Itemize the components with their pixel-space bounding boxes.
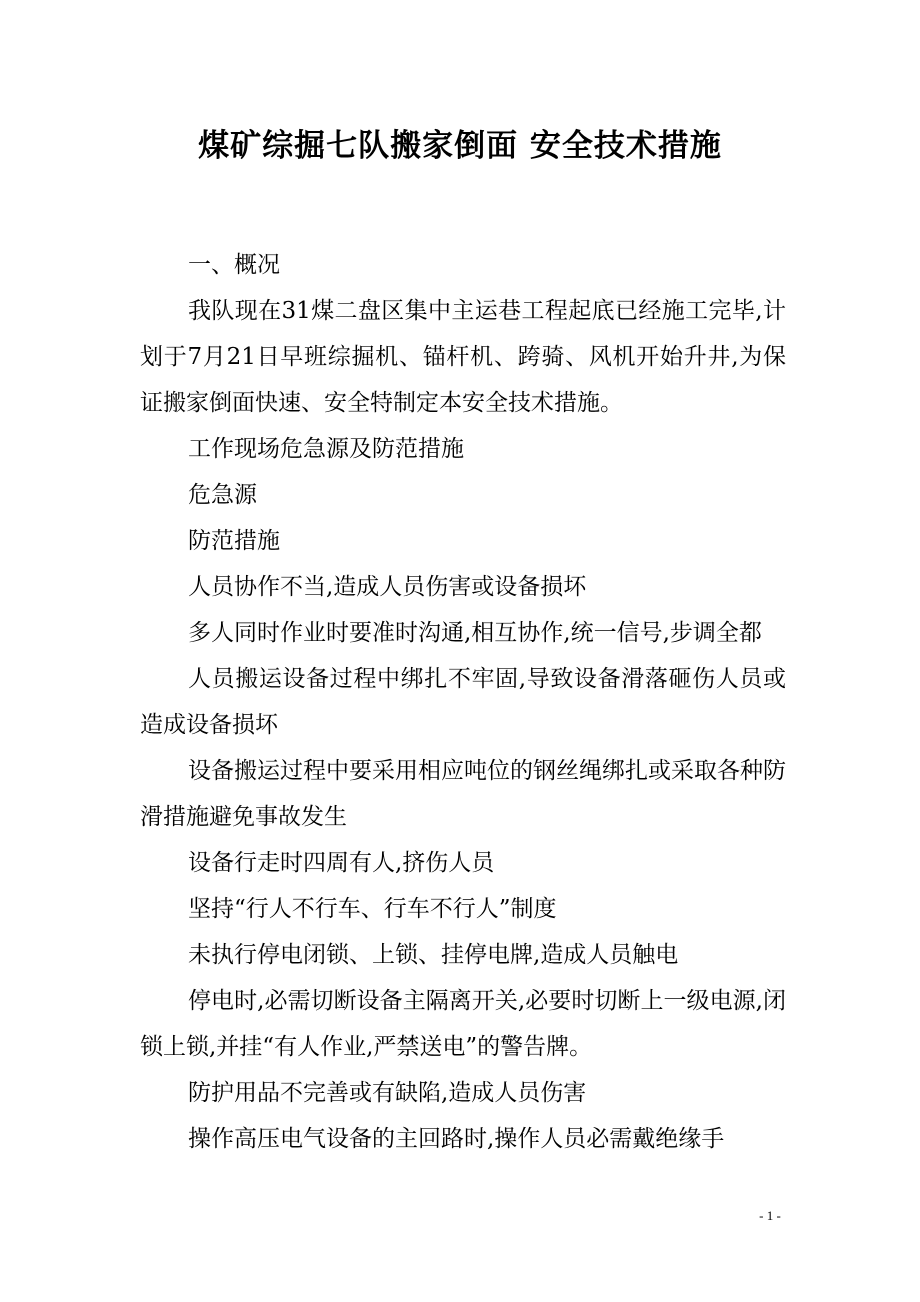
- hazard-item-4: 未执行停电闭锁、上锁、挂停电牌,造成人员触电: [188, 942, 679, 968]
- page-number: - 1 -: [759, 1208, 781, 1223]
- hazard-column-label: 危急源: [188, 482, 257, 508]
- hazard-item-1: 人员协作不当,造成人员伤害或设备损坏: [188, 574, 587, 600]
- hazard-item-5: 防护用品不完善或有缺陷,造成人员伤害: [188, 1080, 587, 1106]
- measure-column-label: 防范措施: [188, 528, 280, 554]
- paragraph-overview: 我队现在31煤二盘区集中主运巷工程起底已经施工完毕,计划于7月21日早班综掘机、锚杆机、跨骑、风机开始升井,为保证搬家倒面快速、安全特制定本安全技术措施。: [140, 298, 786, 416]
- measure-item-3: 坚持“行人不行车、行车不行人”制度: [188, 896, 557, 922]
- measure-item-5: 操作高压电气设备的主回路时,操作人员必需戴绝缘手: [188, 1126, 725, 1152]
- measure-item-2: 设备搬运过程中要采用相应吨位的钢丝绳绑扎或采取各种防滑措施避免事故发生: [140, 758, 786, 830]
- hazard-item-3: 设备行走时四周有人,挤伤人员: [188, 850, 495, 876]
- section-heading-overview: 一、概况: [188, 252, 280, 278]
- section-heading-hazards: 工作现场危急源及防范措施: [188, 436, 464, 462]
- document-body: [140, 242, 786, 1162]
- measure-item-4: 停电时,必需切断设备主隔离开关,必要时切断上一级电源,闭锁上锁,并挂“有人作业,严禁送电”的警告牌。: [140, 988, 786, 1060]
- document-title: 煤矿综掘七队搬家倒面 安全技术措施: [198, 128, 722, 164]
- measure-item-1: 多人同时作业时要准时沟通,相互协作,统一信号,步调全都: [188, 620, 762, 646]
- hazard-item-2: 人员搬运设备过程中绑扎不牢固,导致设备滑落砸伤人员或造成设备损坏: [140, 666, 786, 738]
